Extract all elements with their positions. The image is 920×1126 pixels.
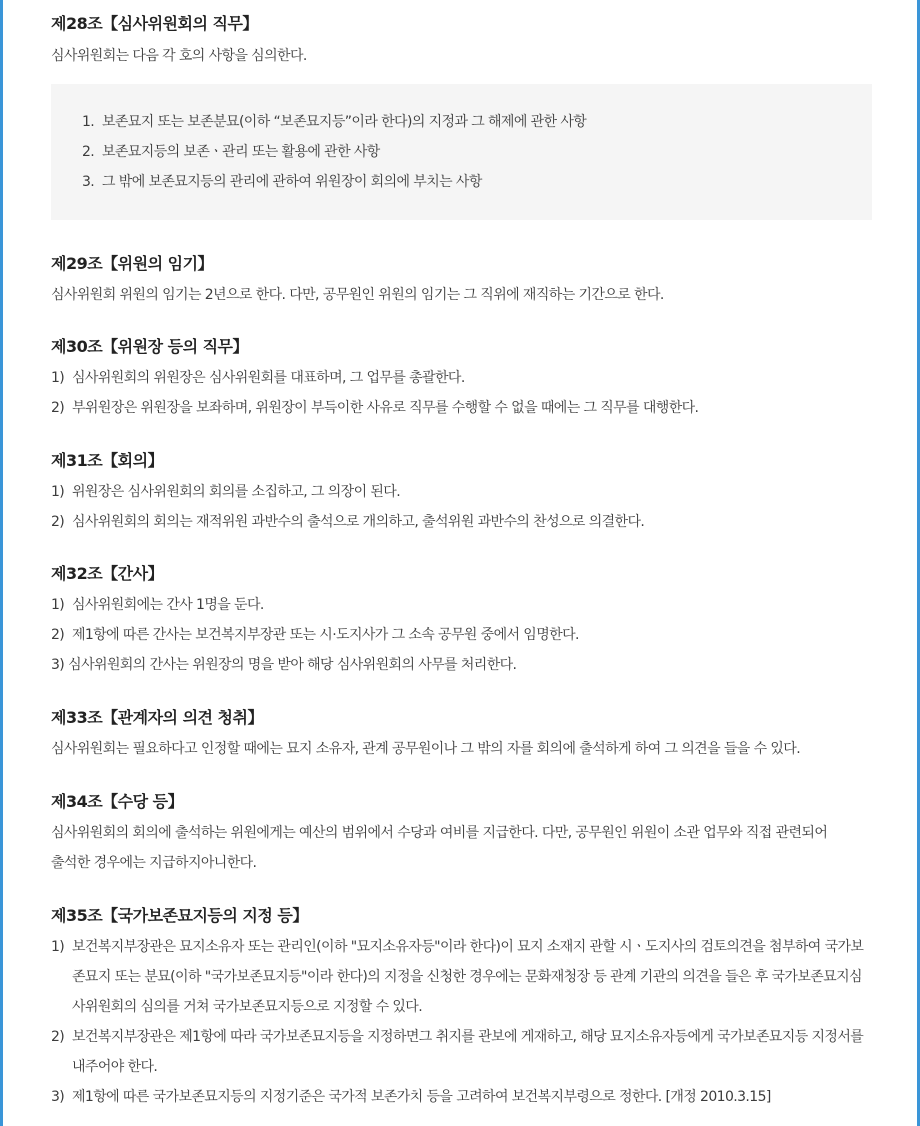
item-number: 1. [82,114,95,130]
article-28 [51,13,871,220]
item-number: 3) [51,657,65,673]
article-title: 제33조【관계자의 의견 청취】 [51,708,263,727]
item-text: 제1항에 따른 간사는 보건복지부장관 또는 시·도지사가 그 소속 공무원 중에서 임명한다. [72,627,579,643]
item-text: 심사위원회의 간사는 위원장의 명을 받아 해당 심사위원회의 사무를 처리한다. [68,657,517,673]
list-item [82,107,872,137]
item-text: 심사위원회에는 간사 1명을 둔다. [72,597,264,613]
article-34 [51,791,851,878]
item-number: 2. [82,144,95,160]
item-number: 2) [51,400,65,416]
item-number: 1) [51,939,65,955]
article-paragraph: 심사위원회 위원의 임기는 2년으로 한다. 다만, 공무원인 위원의 임기는 그 직위에 재직하는 기간으로 한다. [51,287,664,303]
item-number: 1) [51,370,65,386]
article-33 [51,707,871,764]
article-29 [51,253,871,310]
item-number: 2) [51,627,65,643]
article-31 [51,450,871,537]
item-number: 1) [51,484,65,500]
article-32 [51,563,871,680]
list-item [51,507,871,537]
list-item [82,167,872,197]
left-border [0,0,3,1126]
article-paragraph: 심사위원회의 회의에 출석하는 위원에게는 예산의 범위에서 수당과 여비를 지급한다. 다만, 공무원인 위원이 소관 업무와 직접 관련되어 출석한 경우에는 지급하지아니한다. [51,825,828,871]
article-title: 제29조【위원의 임기】 [51,254,214,273]
article-title: 제31조【회의】 [51,451,164,470]
item-text: 보건복지부장관은 제1항에 따라 국가보존묘지등을 지정하면그 취지를 관보에 게재하고, 해당 묘지소유자등에게 국가보존묘지등 지정서를 내주어야 한다. [72,1029,864,1075]
list-item [51,1022,871,1082]
item-text: 그 밖에 보존묘지등의 관리에 관하여 위원장이 회의에 부치는 사항 [102,174,482,190]
list-item [51,650,871,680]
article-title: 제30조【위원장 등의 직무】 [51,337,249,356]
article-title: 제34조【수당 등】 [51,792,184,811]
item-text: 보건복지부장관은 묘지소유자 또는 관리인(이하 "묘지소유자등"이라 한다)이 묘지 소재지 관할 시ㆍ도지사의 검토의견을 첨부하여 국가보존묘지 또는 분묘(이하 "국가보존묘지등"이라 한다)의 지정을 신청한 경우에는 문화재청장 등 관계 기관의 의견을 들은 후 국가보존묘지심사위원회의 심의를 거쳐 국가보존묘지등으로 지정할 수 있다. [72,939,864,1015]
item-number: 3) [51,1089,65,1105]
item-text: 심사위원회의 회의는 재적위원 과반수의 출석으로 개의하고, 출석위원 과반수의 찬성으로 의결한다. [72,514,645,530]
list-item [51,1082,871,1112]
item-number: 2) [51,1029,65,1045]
list-item [51,393,871,423]
item-text: 보존묘지등의 보존ㆍ관리 또는 활용에 관한 사항 [102,144,380,160]
article-paragraph: 심사위원회는 다음 각 호의 사항을 심의한다. [51,48,307,64]
list-item [51,363,871,393]
item-text: 위원장은 심사위원회의 회의를 소집하고, 그 의장이 된다. [72,484,401,500]
item-number: 2) [51,514,65,530]
item-text: 심사위원회의 위원장은 심사위원회를 대표하며, 그 업무를 총괄한다. [72,370,465,386]
item-text: 부위원장은 위원장을 보좌하며, 위원장이 부득이한 사유로 직무를 수행할 수 없을 때에는 그 직무를 대행한다. [72,400,699,416]
article-title: 제35조【국가보존묘지등의 지정 등】 [51,906,308,925]
article-35 [51,905,871,1112]
list-item [51,620,871,650]
item-text: 제1항에 따른 국가보존묘지등의 지정기준은 국가적 보존가치 등을 고려하여 보건복지부령으로 정한다. [개정 2010.3.15] [72,1089,771,1105]
article-title: 제32조【간사】 [51,564,164,583]
item-number: 1) [51,597,65,613]
article-30 [51,336,871,423]
article-title: 제28조【심사위원회의 직무】 [51,14,258,33]
list-item [51,477,871,507]
article-items-box [51,84,872,220]
list-item [51,932,871,1022]
item-number: 3. [82,174,95,190]
list-item [82,137,872,167]
list-item [51,590,871,620]
article-paragraph: 심사위원회는 필요하다고 인정할 때에는 묘지 소유자, 관계 공무원이나 그 밖의 자를 회의에 출석하게 하여 그 의견을 들을 수 있다. [51,741,801,757]
item-text: 보존묘지 또는 보존분묘(이하 “보존묘지등”이라 한다)의 지정과 그 해제에 관한 사항 [102,114,587,130]
